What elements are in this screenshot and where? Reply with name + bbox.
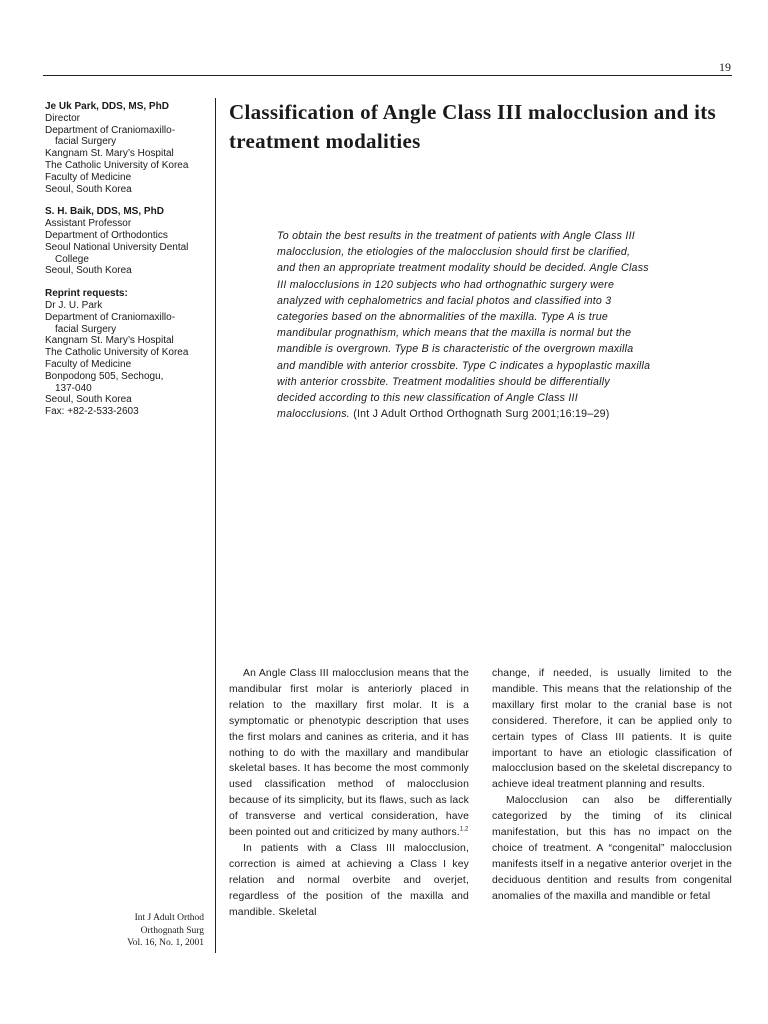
affiliation-line: facial Surgery xyxy=(55,136,117,148)
author-block xyxy=(45,206,210,277)
body-column-left xyxy=(229,666,469,921)
body-column-right xyxy=(492,666,732,905)
header-rule xyxy=(43,75,732,76)
affiliation-line: Assistant Professor xyxy=(45,218,132,230)
affiliation-line: Bonpodong 505, Sechogu, xyxy=(45,370,164,382)
column-divider xyxy=(215,98,216,953)
body-paragraph: Malocclusion can also be differentially categorized by the timing of its clinical manifestation, but this has no impact on the choice of treatment. A “congenital” malocclusion manifests itself in a negative anterior overjet in the deciduous dentition and results from congenital anomalies of the maxilla and mandible or fetal xyxy=(492,795,732,902)
reference-superscript: 1,2 xyxy=(459,826,469,833)
affiliation-line: 137-040 xyxy=(55,382,92,394)
affiliation-line: Director xyxy=(45,112,81,124)
journal-ref-line: Vol. 16, No. 1, 2001 xyxy=(127,938,204,948)
abstract-citation: (Int J Adult Orthod Orthognath Surg 2001;16:19–29) xyxy=(353,408,610,421)
affiliation-line: Faculty of Medicine xyxy=(45,358,132,370)
author-name: Reprint requests: xyxy=(45,288,128,300)
body-paragraph: change, if needed, is usually limited to the mandible. This means that the relationship of the maxillary first molar to the cranial base is not considered. Therefore, it can be applied only to certain types of Class III patients. It is quite important to have an etiologic classification of malocclusion based on the skeletal discrepancy to achieve ideal treatment planning and results. xyxy=(492,668,732,791)
affiliation-line: Fax: +82-2-533-2603 xyxy=(45,406,139,418)
affiliation-line: Faculty of Medicine xyxy=(45,171,132,183)
author-name: Je Uk Park, DDS, MS, PhD xyxy=(45,101,169,112)
author-block xyxy=(45,288,210,418)
journal-reference xyxy=(96,912,204,950)
journal-ref-line: Int J Adult Orthod xyxy=(134,913,204,923)
affiliation-line: Seoul, South Korea xyxy=(45,265,132,277)
affiliation-line: Seoul, South Korea xyxy=(45,394,132,406)
journal-ref-line: Orthognath Surg xyxy=(140,925,204,936)
affiliation-line: facial Surgery xyxy=(55,323,117,335)
abstract xyxy=(277,228,651,422)
body-paragraph-text: An Angle Class III malocclusion means that the mandibular first molar is anteriorly placed in relation to the maxillary first molar. It is a symptomatic or phenotypic description that uses the first molars and canines as criteria, and it has nothing to do with the maxillary and mandibular skeletal bases. It has become the most commonly used classification method of malocclusion because of its simplicity, but its flaws, such as lack of transverse and vertical consideration, have been pointed out and criticized by many authors. xyxy=(229,668,469,839)
affiliation-line: Seoul National University Dental xyxy=(45,241,189,253)
author-name: S. H. Baik, DDS, MS, PhD xyxy=(45,206,164,218)
affiliation-line: College xyxy=(55,253,89,265)
abstract-text: To obtain the best results in the treatment of patients with Angle Class III malocclusion, the etiologies of the malocclusion should first be clarified, and then an appropriate treatment modality should be decided. Angle Class III malocclusions in 120 subjects who had orthognathic surgery were analyzed with cephalometrics and facial photos and classified into 3 categories based on the abnormalities of the maxilla. Type A is true mandibular prognathism, which means that the maxilla is normal but the mandible is overgrown. Type B is characteristic of the overgrown maxilla and mandible with anterior crossbite. Type C indicates a hypoplastic maxilla with anterior crossbite. Treatment modalities should be differentially decided according to this new classification of Angle Class III malocclusions. xyxy=(277,230,651,421)
author-sidebar xyxy=(45,101,210,429)
affiliation-line: The Catholic University of Korea xyxy=(45,159,189,171)
affiliation-line: Seoul, South Korea xyxy=(45,183,132,195)
body-paragraph: In patients with a Class III malocclusion, correction is aimed at achieving a Class I key relation and normal overbite and overjet, regardless of the position of the maxilla and mandible. Skeletal xyxy=(229,842,469,918)
affiliation-line: Kangnam St. Mary’s Hospital xyxy=(45,335,174,347)
article-title: Classification of Angle Class III malocclusion and its treatment modalities xyxy=(229,100,717,153)
page-number: 19 xyxy=(719,60,731,74)
affiliation-line: The Catholic University of Korea xyxy=(45,347,189,359)
affiliation-line: Department of Craniomaxillo- xyxy=(45,124,176,136)
affiliation-line: Department of Craniomaxillo- xyxy=(45,311,176,323)
affiliation-line: Kangnam St. Mary’s Hospital xyxy=(45,148,174,160)
author-block xyxy=(45,101,210,195)
affiliation-line: Department of Orthodontics xyxy=(45,229,168,241)
body-paragraph xyxy=(229,666,469,841)
affiliation-line: Dr J. U. Park xyxy=(45,299,103,311)
